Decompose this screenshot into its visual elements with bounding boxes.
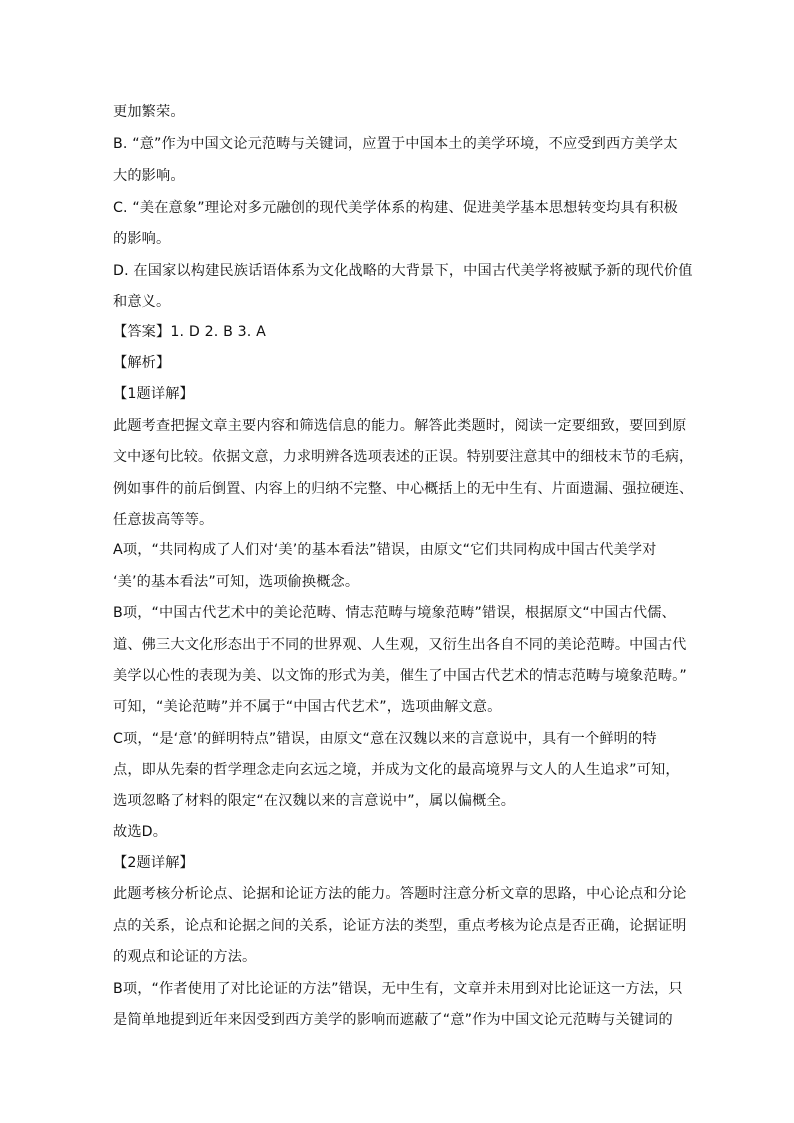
analysis-heading: 【解析】: [113, 355, 171, 371]
text-line: 点，即从先秦的哲学理念走向玄远之境，并成为文化的最高境界与文人的人生追求”可知，: [113, 762, 680, 778]
option-d-line: D. 在国家以构建民族话语体系为文化战略的大背景下，中国古代美学将被赋予新的现代价值: [113, 263, 693, 279]
q2-heading: 【2题详解】: [113, 855, 194, 871]
text-line: 大的影响。: [113, 168, 185, 184]
text-line: ‘美’的基本看法”可知，选项偷换概念。: [113, 574, 360, 590]
text-line: 点的关系，论点和论据之间的关系，论证方法的类型，重点考核为论点是否正确，论据证明: [113, 918, 687, 934]
text-line: 选项忽略了材料的限定“在汉魏以来的言意说中”，属以偏概全。: [113, 793, 516, 809]
text-line: 道、佛三大文化形态出于不同的世界观、人生观，又衍生出各自不同的美论范畴。中国古代: [113, 637, 687, 653]
text-line: 此题考核分析论点、论据和论证方法的能力。答题时注意分析文章的思路，中心论点和分论: [113, 886, 687, 902]
option-b-line: B. “意”作为中国文论元范畴与关键词，应置于中国本土的美学环境，不应受到西方美学太: [113, 136, 678, 152]
text-line: 更加繁荣。: [113, 104, 185, 120]
text-line: 例如事件的前后倒置、内容上的归纳不完整、中心概括上的无中生有、片面遗漏、强拉硬连、: [113, 481, 694, 497]
q1-heading: 【1题详解】: [113, 386, 194, 402]
text-line: 此题考查把握文章主要内容和筛选信息的能力。解答此类题时，阅读一定要细致，要回到原: [113, 418, 687, 434]
text-line: A项，“共同构成了人们对‘美’的基本看法”错误，由原文“它们共同构成中国古代美学对: [113, 542, 657, 558]
text-line: 是简单地提到近年来因受到西方美学的影响而遮蔽了“意”作为中国文论元范畴与关键词的: [113, 1012, 673, 1028]
text-line: 任意拔高等等。: [113, 512, 214, 528]
text-line: 美学以心性的表现为美、以文饰的形式为美，催生了中国古代艺术的情志范畴与境象范畴。”: [113, 668, 687, 684]
text-line: 故选D。: [113, 824, 168, 840]
text-line: 可知，“美论范畴”并不属于“中国古代艺术”，选项曲解文意。: [113, 699, 502, 715]
text-line: B项，“作者使用了对比论证的方法”错误，无中生有，文章并未用到对比论证这一方法，只: [113, 981, 683, 997]
text-line: C项，“是‘意’的鲜明特点”错误，由原文“意在汉魏以来的言意说中，具有一个鲜明的特: [113, 731, 657, 747]
answer-heading: 【答案】1. D 2. B 3. A: [113, 324, 266, 340]
text-line: B项，“中国古代艺术中的美论范畴、情志范畴与境象范畴”错误，根据原文“中国古代儒、: [113, 605, 676, 621]
option-c-line: C. “美在意象”理论对多元融创的现代美学体系的构建、促进美学基本思想转变均具有积极: [113, 200, 678, 216]
text-line: 的影响。: [113, 231, 171, 247]
text-line: 和意义。: [113, 294, 171, 310]
text-line: 的观点和论证的方法。: [113, 949, 257, 965]
text-line: 文中逐句比较。依据文意，力求明辨各选项表述的正误。特别要注意其中的细枝末节的毛病，: [113, 449, 694, 465]
